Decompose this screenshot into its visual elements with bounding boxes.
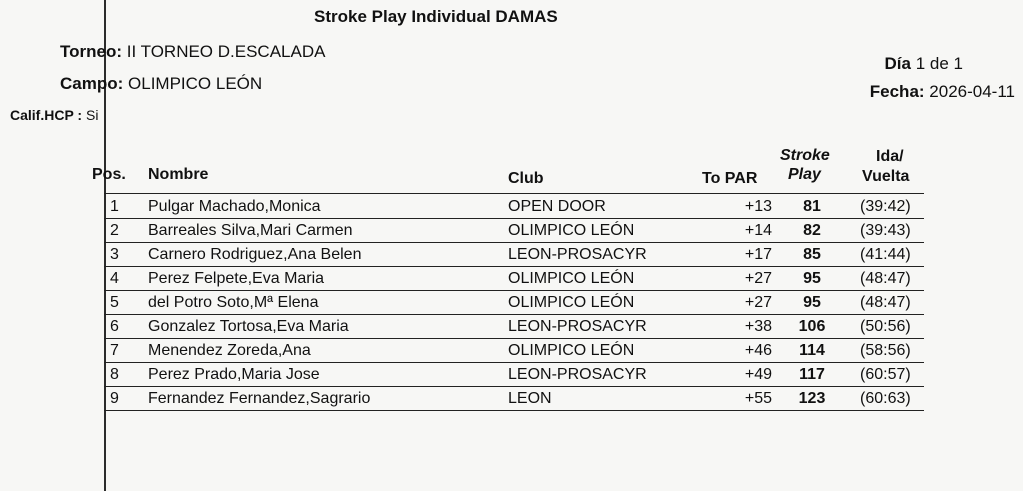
header-nombre: Nombre bbox=[148, 166, 209, 183]
torneo-label: Torneo: bbox=[60, 42, 123, 61]
cell-pos: 6 bbox=[110, 318, 119, 335]
cell-club: OPEN DOOR bbox=[508, 198, 606, 215]
cell-stroke-play: 85 bbox=[803, 246, 821, 263]
cell-ida-vuelta: (58:56) bbox=[860, 342, 911, 359]
cell-stroke-play: 114 bbox=[799, 342, 825, 359]
cell-nombre: Fernandez Fernandez,Sagrario bbox=[148, 390, 371, 407]
calif-label: Calif.HCP : bbox=[10, 107, 83, 123]
table-row bbox=[104, 339, 924, 363]
cell-ida-vuelta: (48:47) bbox=[860, 294, 911, 311]
fecha-line bbox=[870, 82, 1015, 102]
page-title: Stroke Play Individual DAMAS bbox=[314, 7, 558, 26]
cell-club: LEON bbox=[508, 390, 552, 407]
table-row bbox=[104, 363, 924, 387]
table-row bbox=[104, 291, 924, 315]
cell-stroke-play: 95 bbox=[803, 294, 821, 311]
torneo-line bbox=[60, 42, 325, 62]
cell-stroke-play: 81 bbox=[803, 198, 821, 215]
table-header-rule bbox=[104, 193, 924, 194]
header-topar: To PAR bbox=[702, 170, 758, 187]
header-vuelta: Vuelta bbox=[862, 168, 910, 185]
cell-ida-vuelta: (39:43) bbox=[860, 222, 911, 239]
header-club: Club bbox=[508, 170, 544, 187]
cell-pos: 1 bbox=[110, 198, 119, 215]
cell-topar: +38 bbox=[744, 318, 772, 335]
cell-nombre: Menendez Zoreda,Ana bbox=[148, 342, 311, 359]
fecha-value: 2026-04-11 bbox=[929, 82, 1015, 101]
calif-line bbox=[10, 107, 98, 123]
table-row bbox=[104, 267, 924, 291]
header-stroke: Stroke bbox=[780, 147, 830, 164]
cell-pos: 9 bbox=[110, 390, 119, 407]
cell-pos: 3 bbox=[110, 246, 119, 263]
cell-pos: 4 bbox=[110, 270, 119, 287]
table-row bbox=[104, 219, 924, 243]
cell-ida-vuelta: (39:42) bbox=[860, 198, 911, 215]
table-row bbox=[104, 315, 924, 339]
cell-nombre: Perez Prado,Maria Jose bbox=[148, 366, 320, 383]
cell-pos: 8 bbox=[110, 366, 119, 383]
cell-ida-vuelta: (50:56) bbox=[860, 318, 911, 335]
cell-topar: +46 bbox=[744, 342, 772, 359]
table-row bbox=[104, 195, 924, 219]
cell-pos: 2 bbox=[110, 222, 119, 239]
cell-ida-vuelta: (60:63) bbox=[860, 390, 911, 407]
cell-nombre: Pulgar Machado,Monica bbox=[148, 198, 321, 215]
cell-stroke-play: 82 bbox=[803, 222, 821, 239]
campo-value: OLIMPICO LEÓN bbox=[128, 74, 263, 93]
cell-stroke-play: 95 bbox=[803, 270, 821, 287]
header-ida: Ida/ bbox=[876, 148, 904, 165]
campo-line bbox=[60, 74, 262, 94]
cell-club: OLIMPICO LEÓN bbox=[508, 342, 635, 359]
row-rule bbox=[104, 410, 924, 411]
cell-club: LEON-PROSACYR bbox=[508, 246, 647, 263]
cell-nombre: del Potro Soto,Mª Elena bbox=[148, 294, 319, 311]
cell-pos: 7 bbox=[110, 342, 119, 359]
header-pos: Pos. bbox=[92, 166, 126, 183]
cell-ida-vuelta: (60:57) bbox=[860, 366, 911, 383]
cell-nombre: Barreales Silva,Mari Carmen bbox=[148, 222, 353, 239]
cell-topar: +14 bbox=[744, 222, 772, 239]
calif-value: Si bbox=[85, 107, 99, 123]
cell-club: LEON-PROSACYR bbox=[508, 318, 647, 335]
cell-nombre: Carnero Rodriguez,Ana Belen bbox=[148, 246, 362, 263]
campo-label: Campo: bbox=[60, 74, 124, 93]
cell-club: OLIMPICO LEÓN bbox=[508, 222, 635, 239]
cell-topar: +27 bbox=[744, 294, 772, 311]
cell-topar: +55 bbox=[744, 390, 772, 407]
cell-topar: +17 bbox=[744, 246, 772, 263]
cell-topar: +49 bbox=[744, 366, 772, 383]
torneo-value: II TORNEO D.ESCALADA bbox=[126, 42, 326, 61]
cell-pos: 5 bbox=[110, 294, 119, 311]
cell-club: OLIMPICO LEÓN bbox=[508, 294, 635, 311]
cell-nombre: Gonzalez Tortosa,Eva Maria bbox=[148, 318, 349, 335]
cell-ida-vuelta: (41:44) bbox=[860, 246, 911, 263]
cell-nombre: Perez Felpete,Eva Maria bbox=[148, 270, 325, 287]
cell-club: OLIMPICO LEÓN bbox=[508, 270, 635, 287]
cell-ida-vuelta: (48:47) bbox=[860, 270, 911, 287]
cell-topar: +13 bbox=[744, 198, 772, 215]
table-row bbox=[104, 243, 924, 267]
dia-value: 1 de 1 bbox=[915, 54, 963, 73]
cell-stroke-play: 106 bbox=[798, 318, 826, 335]
dia-label: Día bbox=[884, 54, 911, 73]
cell-topar: +27 bbox=[744, 270, 772, 287]
cell-stroke-play: 123 bbox=[798, 390, 826, 407]
dia-line bbox=[885, 54, 963, 74]
cell-club: LEON-PROSACYR bbox=[508, 366, 647, 383]
header-play: Play bbox=[788, 166, 821, 183]
cell-stroke-play: 117 bbox=[799, 366, 825, 383]
table-row bbox=[104, 387, 924, 411]
fecha-label: Fecha: bbox=[869, 82, 925, 101]
